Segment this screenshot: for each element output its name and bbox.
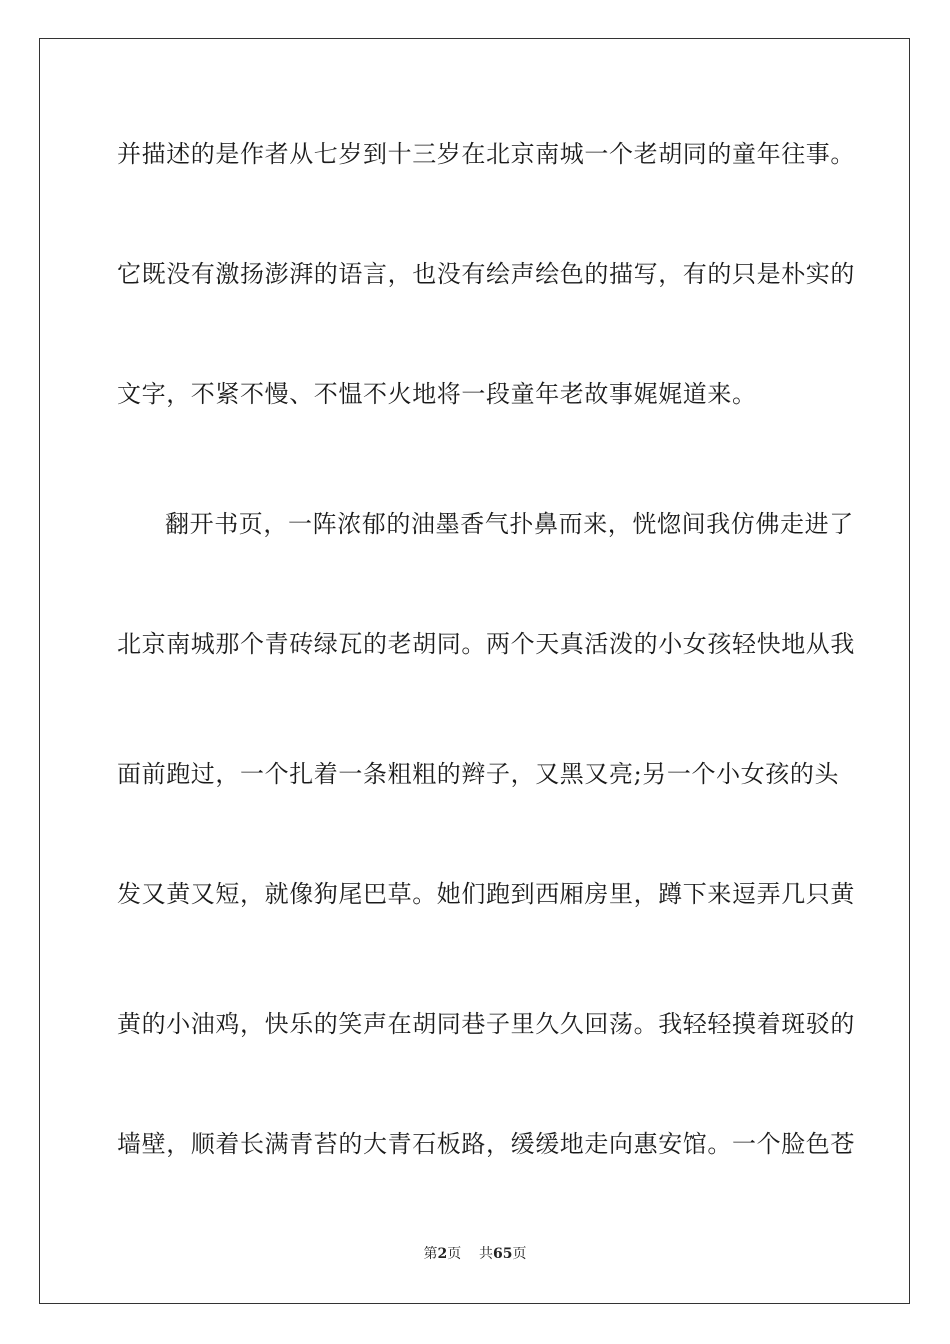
text-line-7: 发又黄又短，就像狗尾巴草。她们跑到西厢房里，蹲下来逗弄几只黄 bbox=[117, 880, 855, 908]
text-line-3: 文字，不紧不慢、不愠不火地将一段童年老故事娓娓道来。 bbox=[117, 380, 757, 408]
text-line-6: 面前跑过，一个扎着一条粗粗的辫子，又黑又亮;另一个小女孩的头 bbox=[117, 760, 840, 788]
text-line-1: 并描述的是作者从七岁到十三岁在北京南城一个老胡同的童年往事。 bbox=[117, 140, 855, 168]
total-prefix: 共 bbox=[479, 1246, 494, 1262]
total-suffix: 页 bbox=[512, 1246, 527, 1262]
page-footer bbox=[0, 1245, 950, 1263]
page-prefix: 第 bbox=[423, 1246, 438, 1262]
text-line-2: 它既没有激扬澎湃的语言，也没有绘声绘色的描写，有的只是朴实的 bbox=[117, 260, 855, 288]
total-pages: 65 bbox=[493, 1246, 513, 1262]
page-suffix: 页 bbox=[447, 1246, 462, 1262]
text-line-9: 墙壁，顺着长满青苔的大青石板路，缓缓地走向惠安馆。一个脸色苍 bbox=[117, 1130, 855, 1158]
text-line-8: 黄的小油鸡，快乐的笑声在胡同巷子里久久回荡。我轻轻摸着斑驳的 bbox=[117, 1010, 855, 1038]
text-line-4: 翻开书页，一阵浓郁的油墨香气扑鼻而来，恍惚间我仿佛走进了 bbox=[165, 510, 854, 538]
page-frame bbox=[39, 38, 910, 1304]
text-line-5: 北京南城那个青砖绿瓦的老胡同。两个天真活泼的小女孩轻快地从我 bbox=[117, 630, 855, 658]
page-number: 2 bbox=[437, 1246, 448, 1262]
